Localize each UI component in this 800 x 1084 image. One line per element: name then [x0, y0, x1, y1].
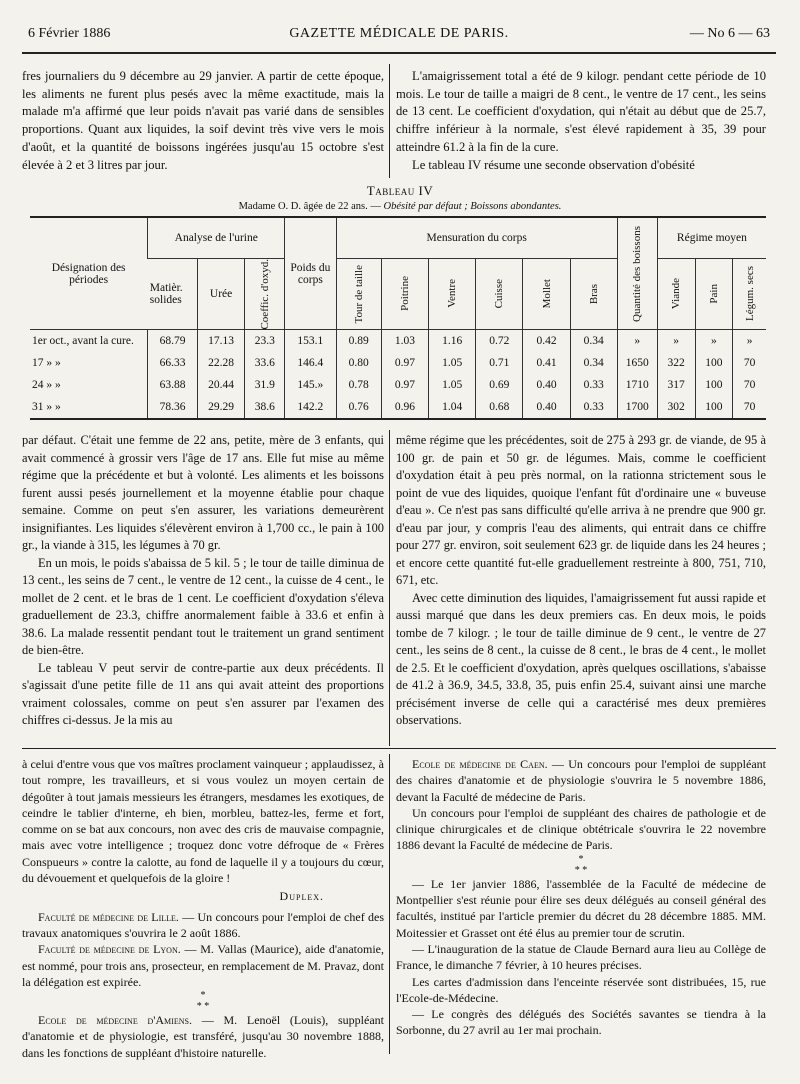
paragraph: Les cartes d'admission dans l'enceinte réservée sont distribuées, 15, rue l'Ecole-de-Médecine. [396, 974, 766, 1005]
col-header-matieres: Matièr. solides [148, 258, 198, 330]
top-left-column [22, 68, 384, 174]
mid-right-column [396, 432, 766, 730]
table-row: 31 » » 78.36 29.29 38.6 142.2 0.76 0.96 1.04 0.68 0.40 0.33 1700 302 100 70 [30, 396, 766, 418]
section-rule [22, 748, 776, 749]
paragraph: à celui d'entre vous que vos maîtres proclament vainqueur ; applaudissez, à tout rompre, les travailleurs, et si vous voulez un moyen certain de dégoûter à tout jamais messieurs les étrangers, mesdames les exotiques, de ceindre le tablier d'interne, eh bien, morbleu, battez-les, ferme et fort, comme on se bat aux concours, non avec des cris de mauvaise compagnie, mais avec votre intelligence ; troquez donc votre défroque de « Frères Conspueurs » contre la calotte, au fond de laquelle il y a toujours du cœur, du dévouement et quelquefois de la gloire ! [22, 757, 384, 886]
table-row: 1er oct., avant la cure. 68.79 17.13 23.3 153.1 0.89 1.03 1.16 0.72 0.42 0.34 » » » » [30, 330, 766, 352]
col-header-designation: Désignation des périodes [30, 218, 148, 330]
paragraph: Le tableau IV résume une seconde observation d'obésité [412, 157, 695, 172]
bottom-right-column [396, 756, 766, 1039]
paragraph: En un mois, le poids s'abaissa de 5 kil. 5 ; le tour de taille diminua de 13 cent., les seins de 7 cent., le ventre de 12 cent., la cuisse de 4 cent., le mollet de 2 cent. et le bras de 1 cent. Le coefficient d'oxydation s'éleva graduellement de 23.3, chiffre anormalement faible à 33.6 et enfin à 38.6. La malade ressentit pendant tout le traitement un grand sentiment de bien-être. [22, 555, 384, 657]
header-page-number: — No 6 — 63 [689, 26, 770, 41]
col-header-poitrine: Poitrine [381, 258, 428, 330]
header-date: 6 Février 1886 [28, 26, 111, 41]
column-rule [389, 64, 390, 178]
column-rule [389, 754, 390, 1054]
data-table [30, 218, 766, 418]
col-header-mensuration: Mensuration du corps [336, 218, 617, 258]
paragraph: par défaut. C'était une femme de 22 ans, petite, mère de 3 enfants, qui avait commencé à grossir vers l'âge de 17 ans. Elle fut mise au même régime que la précédente et but à volonté. Les aliments et les boissons furent aussi pesés journellement et la moyenne établie pour chaque semaine. Comme on peut s'en assurer, les variations demeurèrent insignifiantes. Les liquides s'élevèrent environ à 1,700 cc., le pain à 100 gr., la viande à 315, les légumes à 70 gr. [22, 433, 384, 552]
table-row: 17 » » 66.33 22.28 33.6 146.4 0.80 0.97 1.05 0.71 0.41 0.34 1650 322 100 70 [30, 352, 766, 374]
col-header-uree: Urée [197, 258, 245, 330]
col-header-legumes: Légum. secs [733, 258, 766, 330]
col-header-analyse: Analyse de l'urine [148, 218, 285, 258]
paragraph: Avec cette diminution des liquides, l'amaigrissement fut aussi rapide et aussi marqué que dans les deux premiers cas. En deux mois, le poids tombe de 7 kilogr. ; le tour de taille diminue de 9 cent., le ventre de 27 cent., les seins de 8 cent., la cuisse de 8 cent., le bras de 4 cent., le mollet de 2.5. Et le coefficient d'oxydation, après quelques oscillations, s'abaisse de 41.2 à 36.9, 34.5, 33.8, 35, puis enfin 25.4, suivant ainsi une marche précisément inverse de celle qui a caractérisé mes deux premières observations. [396, 590, 766, 727]
paragraph: fres journaliers du 9 décembre au 29 janvier. A partir de cette époque, les aliments ne furent plus pesés avec la même exactitude, mais la malade m'a affirmé que leur poids n'avait pas varié dans de sensibles proportions. Quant aux liquides, la soif devint très vive vers le mois d'août, et la quantité de boissons ingérées jusqu'au 15 octobre s'est élevée à 2 et 3 litres par jour. [22, 69, 384, 172]
paragraph: — Le congrès des délégués des Sociétés savantes se tiendra à la Sorbonne, du 27 avril au 1er mai prochain. [396, 1007, 766, 1038]
col-header-bras: Bras [570, 258, 617, 330]
col-header-pain: Pain [695, 258, 733, 330]
paragraph: — Le 1er janvier 1886, l'assemblée de la Faculté de médecine de Montpellier s'est réunie pour élire ses deux délégués au conseil général des facultés, institué par l'article premier du décret du 28 décembre 1885. MM. Moitessier et Grasset ont été élus au premier tour de scrutin. [396, 876, 766, 940]
news-item-caen: Ecole de médecine de Caen. — Un concours pour l'emploi de suppléant des chaires d'anatomie et de physiologie s'ouvrira le 5 novembre 1886, devant la Faculté de médecine de Paris. [396, 757, 766, 804]
col-header-ventre: Ventre [429, 258, 476, 330]
paragraph: Un concours pour l'emploi de suppléant des chaires de pathologie et de clinique chirurgicales et de clinique obtétricale s'ouvrira le 22 novembre 1886 devant la Faculté de médecine de Paris. [396, 805, 766, 853]
column-rule [389, 430, 390, 746]
asterism: * * * [574, 853, 588, 876]
paragraph: même régime que les précédentes, soit de 275 à 293 gr. de viande, de 95 à 100 gr. de pain et 50 gr. de légumes. Mais, comme le coefficient d'oxydation était à peu près normal, on la rationna strictement sous le point de vue des liquides, quoique l'enfant fût d'ordinaire une « buveuse d'eau ». Ce n'est pas sans difficulté qu'elle arriva à ne prendre que 900 gr. d'eau par jour, y compris l'eau des aliments, qui entrait dans ce chiffre pour 277 gr. environ, soit seulement 623 gr. de liquide dans les 24 heures ; et encore cette quantité fut-elle graduellement restreinte à 800, 751, 710, 671, etc. [396, 433, 766, 587]
header-title: GAZETTE MÉDICALE DE PARIS. [289, 26, 509, 41]
header-rule [22, 52, 776, 54]
col-header-taille: Tour de taille [336, 258, 381, 330]
bottom-left-column [22, 756, 384, 1061]
paragraph: L'amaigrissement total a été de 9 kilogr. pendant cette période de 10 mois. Le tour de taille a maigri de 8 cent., le ventre de 17 cent., les seins de 13 cent. Le coefficient d'oxydation, qui n'était au début que de 25.7, chiffre inférieur à la normale, s'est élevé rapidement à 35, 39 pour atteindre 61.2 à la fin de la cure. [396, 69, 766, 154]
signature: Duplex. [279, 889, 324, 904]
news-item-lyon: Faculté de médecine de Lyon. — M. Vallas (Maurice), aide d'anatomie, est nommé, pour trois ans, prosecteur, en remplacement de M. Pravaz, dont la délégation est expirée. [22, 942, 384, 989]
asterism: * * * [196, 990, 210, 1013]
news-item-amiens: Ecole de médecine d'Amiens. — M. Lenoël (Louis), suppléant d'anatomie et de physiologie, est transféré, jusqu'au 30 novembre 1888, dans les fonctions de suppléant d'histoire naturelle. [22, 1013, 384, 1060]
table-caption: Tableau IV [366, 183, 434, 198]
col-header-coeffic: Coeffic. d'oxyd. [245, 258, 285, 330]
table-row: 24 » » 63.88 20.44 31.9 145.» 0.78 0.97 1.05 0.69 0.40 0.33 1710 317 100 70 [30, 374, 766, 396]
paragraph: — L'inauguration de la statue de Claude Bernard aura lieu au Collège de France, le dimanche 7 février, à 10 heures précises. [396, 941, 766, 973]
col-header-viande: Viande [657, 258, 695, 330]
col-header-mollet: Mollet [523, 258, 570, 330]
paragraph: Le tableau V peut servir de contre-partie aux deux précédents. Il s'agissait d'une petite fille de 11 ans qui avait atteint des proportions vraiment colossales, comme on peut s'en assurer par l'examen des chiffres ci-dessus. Je la mis au [22, 660, 384, 727]
col-header-poids: Poids du corps [285, 218, 336, 330]
page-header [28, 26, 770, 46]
col-header-regime: Régime moyen [657, 218, 766, 258]
table-bottom-rule [30, 418, 766, 420]
top-right-column [396, 68, 766, 174]
news-item-lille: Faculté de médecine de Lille. — Un concours pour l'emploi de chef des travaux anatomiques s'ouvrira le 2 août 1886. [22, 909, 384, 940]
col-header-cuisse: Cuisse [476, 258, 523, 330]
table-subtitle: Madame O. D. âgée de 22 ans. — Obésité par défaut ; Boissons abondantes. [238, 201, 562, 212]
mid-left-column [22, 432, 384, 730]
col-header-quantite: Quantité des boissons [617, 218, 657, 330]
